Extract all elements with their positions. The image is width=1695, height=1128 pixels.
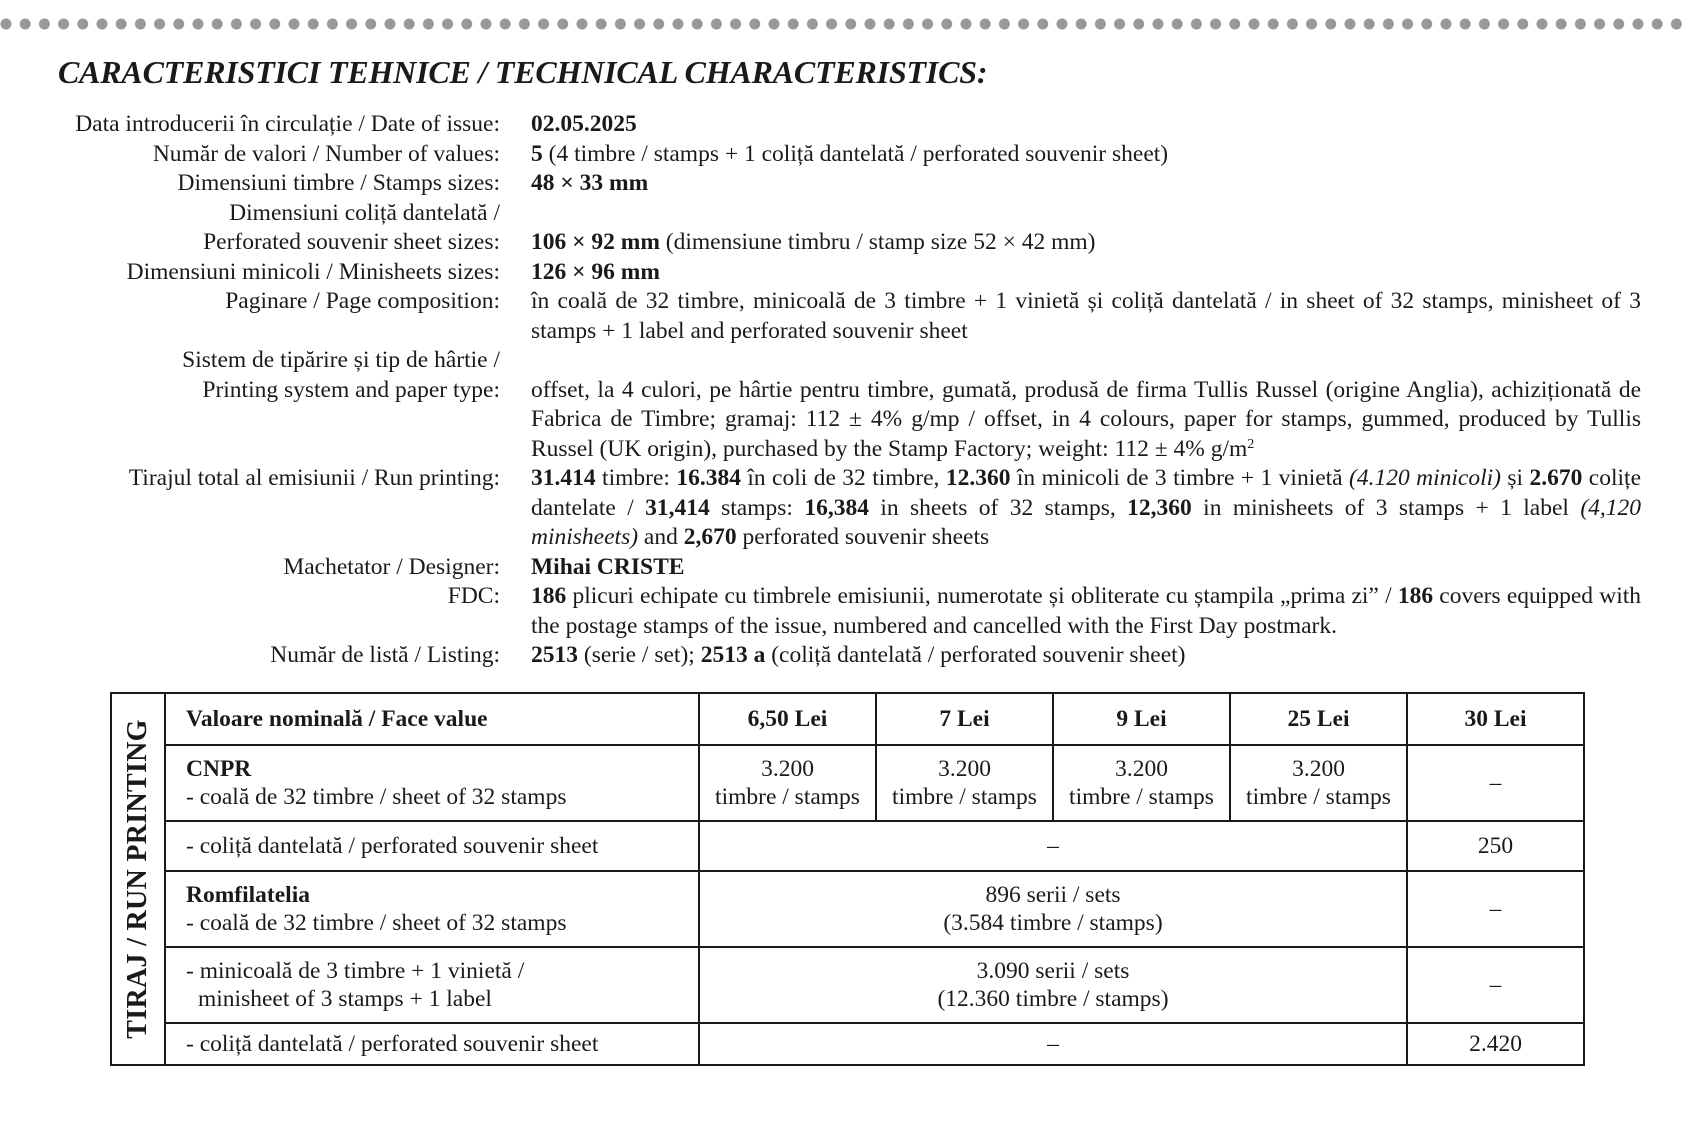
perforation-dot [1287, 19, 1298, 30]
table-cell: 3.200 timbre / stamps [1230, 745, 1407, 821]
table-header-row [111, 693, 1584, 745]
header-value: 6,50 Lei [699, 693, 876, 745]
spec-label: Dimensiuni coliță dantelată / Perforated souvenir sheet sizes: [203, 199, 500, 255]
table-cell: 3.090 serii / sets (12.360 timbre / stamps) [699, 947, 1407, 1023]
side-label-cell [111, 693, 165, 1065]
perforation-dot [1076, 19, 1087, 30]
perforation-dot [788, 19, 799, 30]
perforation-dot [327, 19, 338, 30]
spec-label: FDC: [447, 583, 500, 609]
perforation-dot [404, 19, 415, 30]
perforation-dot [1057, 19, 1068, 30]
perforation-dot [1, 19, 12, 30]
perforation-dot [500, 19, 511, 30]
perforation-dot [135, 19, 146, 30]
perforation-dot [807, 19, 818, 30]
spec-date-of-issue [0, 110, 1695, 140]
perforation-dot [365, 19, 376, 30]
perforation-dot [173, 19, 184, 30]
perforation-dot [961, 19, 972, 30]
perforation-dot [1172, 19, 1183, 30]
table-cell: 3.200 timbre / stamps [876, 745, 1053, 821]
perforation-dot [980, 19, 991, 30]
perforation-dot [999, 19, 1010, 30]
perforation-dot [1133, 19, 1144, 30]
spec-page-composition [0, 287, 1695, 346]
perforation-dot [1268, 19, 1279, 30]
perforation-dot [557, 19, 568, 30]
perforation-dot [1498, 19, 1509, 30]
perforation-dot [385, 19, 396, 30]
perforation-dot [289, 19, 300, 30]
perforation-dot [615, 19, 626, 30]
perforation-dot [231, 19, 242, 30]
perforation-dot [1652, 19, 1663, 30]
spec-value: 186 plicuri echipate cu timbrele emisiunii, numerotate și obliterate cu ștampila „prima zi” / 186 covers equipped with the postage stamps of the issue, numbered and cancelled with the First Day postmark. [531, 583, 1641, 639]
spec-label: Tirajul total al emisiunii / Run printing: [128, 465, 500, 491]
perforation-dot [1249, 19, 1260, 30]
perforation-dot [634, 19, 645, 30]
perforation-dot [1402, 19, 1413, 30]
spec-label: Sistem de tipărire și tip de hârtie / Printing system and paper type: [182, 347, 500, 403]
spec-run-printing [0, 464, 1695, 553]
perforation-dot [1633, 19, 1644, 30]
perforation-dot [1095, 19, 1106, 30]
perforation-dot [442, 19, 453, 30]
perforation-dot [116, 19, 127, 30]
spec-label: Număr de valori / Number of values: [152, 140, 500, 167]
header-value: 30 Lei [1407, 693, 1584, 745]
perforation-dot [865, 19, 876, 30]
spec-value: 02.05.2025 [531, 111, 637, 137]
perforation-dot [308, 19, 319, 30]
perforation-dot [1421, 19, 1432, 30]
table-cell: – [1407, 947, 1584, 1023]
spec-listing [0, 641, 1695, 671]
specs-list [0, 110, 1695, 671]
perforation-dot [212, 19, 223, 30]
row-description: - coliță dantelată / perforated souvenir sheet [165, 1023, 699, 1065]
perforation-dot [1210, 19, 1221, 30]
table-row-cnpr [111, 745, 1584, 821]
table-cell: – [1407, 871, 1584, 947]
perforation-dot [1364, 19, 1375, 30]
perforation-dot [596, 19, 607, 30]
perforation-dot [423, 19, 434, 30]
perforation-dot [922, 19, 933, 30]
perforation-dot [1191, 19, 1202, 30]
spec-label: Machetator / Designer: [283, 553, 500, 580]
perforation-dot [1018, 19, 1029, 30]
perforation-dot [269, 19, 280, 30]
perforation-dot [1345, 19, 1356, 30]
perforation-dot [1537, 19, 1548, 30]
row-description: CNPR - coală de 32 timbre / sheet of 32 stamps [165, 745, 699, 821]
spec-value: offset, la 4 culori, pe hârtie pentru timbre, gumată, produsă de firma Tullis Russel (origine Anglia), achiziționată de Fabrica de Timbre; gramaj: 112 ± 4% g/mp / offset, in 4 colours, paper for stamps, gummed, produced by Tullis Russel (UK origin), purchased by the Stamp Factory; weight: 112 ± 4% $g/m^2$ [531, 376, 1641, 462]
run-printing-table [110, 692, 1585, 1066]
table-cell: – [699, 1023, 1407, 1065]
perforation-dot [77, 19, 88, 30]
perforation-dot [461, 19, 472, 30]
side-label: TIRAJ / RUN PRINTING [122, 719, 153, 1039]
spec-value: 126 × 96 mm [531, 258, 660, 285]
perforation-dot [1613, 19, 1624, 30]
spec-value: în coală de 32 timbre, minicoală de 3 timbre + 1 vinietă și coliță dantelată / in sheet of 32 stamps, minisheet of 3 stamps + 1 label and perforated souvenir sheet [531, 288, 1641, 344]
perforation-dot [58, 19, 69, 30]
perforation-dot [1517, 19, 1528, 30]
perforation-dot [250, 19, 261, 30]
spec-label: Paginare / Page composition: [225, 288, 500, 314]
spec-value: 48 × 33 mm [531, 170, 649, 196]
spec-fdc [0, 582, 1695, 641]
perforation-dot [730, 19, 741, 30]
row-description: Romfilatelia - coală de 32 timbre / sheet of 32 stamps [165, 871, 699, 947]
perforation-dot [346, 19, 357, 30]
table-row-romfilatelia-minisheet [111, 947, 1584, 1023]
perforation-dot [711, 19, 722, 30]
perforation-dot [1114, 19, 1125, 30]
perforation-dot [1556, 19, 1567, 30]
spec-label: Număr de listă / Listing: [270, 642, 500, 668]
table-cell: – [1407, 745, 1584, 821]
header-value: 25 Lei [1230, 693, 1407, 745]
spec-minisheet-sizes [0, 258, 1695, 288]
spec-designer [0, 553, 1695, 583]
perforation-dot [1671, 19, 1682, 30]
perforation-dot [1594, 19, 1605, 30]
spec-value: 31.414 timbre: 16.384 în coli de 32 timbre, 12.360 în minicoli de 3 timbre + 1 vinietă (4.120 minicoli) și 2.670 colițe dantelate / 31,414 stamps: 16,384 in sheets of 32 stamps, 12,360 in minisheets of 3 stamps + 1 label (4,120 minisheets) and 2,670 perforated souvenir sheets [531, 465, 1642, 550]
perforation-dot [20, 19, 31, 30]
perforation-dot [519, 19, 530, 30]
spec-souvenir-sheet-sizes [0, 199, 1695, 258]
perforation-dot [1325, 19, 1336, 30]
perforation-dot [1153, 19, 1164, 30]
row-description: - minicoală de 3 timbre + 1 vinietă / minisheet of 3 stamps + 1 label [165, 947, 699, 1023]
spec-value: 106 × 92 mm (dimensiune timbru / stamp size 52 × 42 mm) [531, 229, 1096, 255]
perforation-dots-border [0, 17, 1695, 31]
perforation-dot [538, 19, 549, 30]
perforation-dot [1037, 19, 1048, 30]
perforation-dot [39, 19, 50, 30]
perforation-dot [154, 19, 165, 30]
perforation-dot [1229, 19, 1240, 30]
spec-label: Dimensiuni timbre / Stamps sizes: [177, 170, 500, 196]
perforation-dot [97, 19, 108, 30]
table-row-romfilatelia-souvenir [111, 1023, 1584, 1065]
row-description: - coliță dantelată / perforated souvenir sheet [165, 821, 699, 871]
perforation-dot [193, 19, 204, 30]
perforation-dot [903, 19, 914, 30]
perforation-dot [577, 19, 588, 30]
perforation-dot [749, 19, 760, 30]
spec-value: 5 (4 timbre / stamps + 1 coliță dantelată / perforated souvenir sheet) [531, 140, 1169, 167]
perforation-dot [845, 19, 856, 30]
table-cell: 3.200 timbre / stamps [1053, 745, 1230, 821]
spec-printing-system [0, 346, 1695, 464]
header-value: 9 Lei [1053, 693, 1230, 745]
header-label: Valoare nominală / Face value [165, 693, 699, 745]
perforation-dot [653, 19, 664, 30]
spec-label: Data introducerii în circulație / Date of issue: [75, 111, 500, 137]
table-row-cnpr-souvenir [111, 821, 1584, 871]
perforation-dot [826, 19, 837, 30]
perforation-dot [1383, 19, 1394, 30]
table-cell: 896 serii / sets (3.584 timbre / stamps) [699, 871, 1407, 947]
perforation-dot [1441, 19, 1452, 30]
spec-value: Mihai CRISTE [531, 553, 685, 580]
perforation-dot [884, 19, 895, 30]
perforation-dot [692, 19, 703, 30]
spec-stamp-sizes [0, 169, 1695, 199]
perforation-dot [769, 19, 780, 30]
perforation-dot [1460, 19, 1471, 30]
table-cell: 3.200 timbre / stamps [699, 745, 876, 821]
perforation-dot [1306, 19, 1317, 30]
perforation-dot [481, 19, 492, 30]
perforation-dot [673, 19, 684, 30]
table-row-romfilatelia [111, 871, 1584, 947]
perforation-dot [1575, 19, 1586, 30]
table-cell: 250 [1407, 821, 1584, 871]
header-value: 7 Lei [876, 693, 1053, 745]
spec-number-of-values [0, 140, 1695, 170]
perforation-dot [941, 19, 952, 30]
spec-label: Dimensiuni minicoli / Minisheets sizes: [126, 258, 500, 285]
spec-value: 2513 (serie / set); 2513 a (coliță dantelată / perforated souvenir sheet) [531, 642, 1186, 668]
page-title: CARACTERISTICI TEHNICE / TECHNICAL CHARACTERISTICS: [58, 54, 988, 90]
perforation-dot [1479, 19, 1490, 30]
table-cell: – [699, 821, 1407, 871]
table-cell: 2.420 [1407, 1023, 1584, 1065]
